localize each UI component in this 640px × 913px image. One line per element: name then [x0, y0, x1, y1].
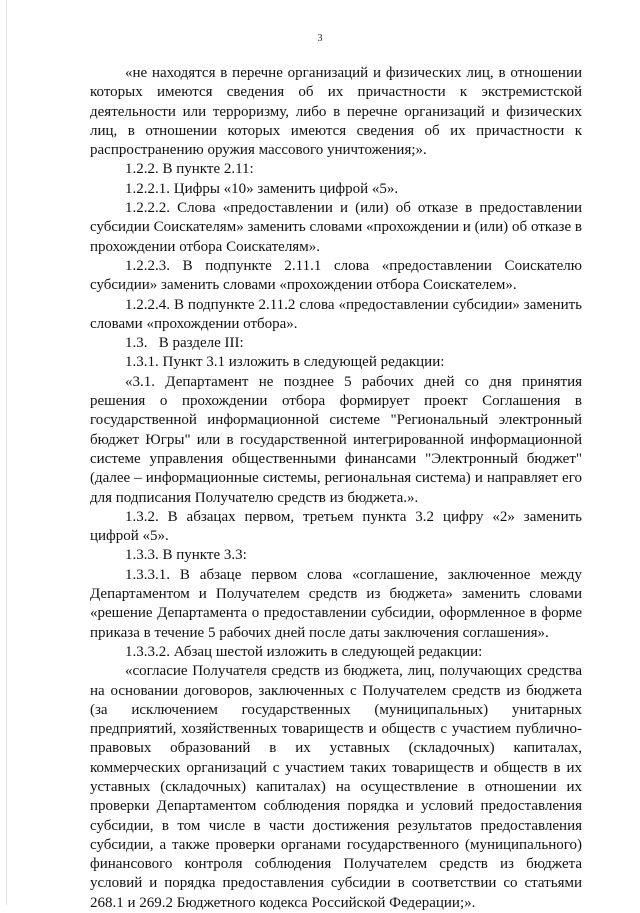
page-number: 3	[317, 33, 323, 44]
scan-edge-line	[6, 0, 7, 905]
paragraph-quote-consent: «согласие Получателя средств из бюджета, лиц, получающих средства на основании договоров, заключенных с Получателем средств из бюджета (за исключением государственных (муниципальных) унитарных предприятий, хозяйственных товариществ и обществ с участием публично-правовых образований в их уставных (складочных) капиталах, коммерческих организаций с участием таких товариществ и обществ в их уставных (складочных) капиталах) на осуществление в отношении их проверки Департаментом соблюдения порядка и условий предоставления субсидии, в том числе в части достижения результатов предоставления субсидии, а также проверки органами государственного (муниципального) финансового контроля соблюдения Получателем средств из бюджета условий и порядка предоставления субсидии в соответствии со статьями 268.1 и 269.2 Бюджетного кодекса Российской Федерации;».	[90, 663, 582, 911]
paragraph-1-2-2-1: 1.2.2.1. Цифры «10» заменить цифрой «5».	[125, 180, 399, 197]
paragraph-1-2-2-3: 1.2.2.3. В подпункте 2.11.1 слова «предоставлении Соискателю субсидии» заменить словами «прохождении отбора Соискателем».	[90, 257, 582, 294]
paragraph-1-2-2: 1.2.2. В пункте 2.11:	[125, 161, 254, 178]
paragraph-quote-3-1: «3.1. Департамент не позднее 5 рабочих дней со дня принятия решения о прохождении отбора формирует проект Соглашения в государственной информационной системе "Региональный электронный бюджет Югры" или в государственной интегрированной информационной системе управления общественными финансами "Электронный бюджет" (далее – информационные системы, региональная система) и направляет его для подписания Получателю средств из бюджета.».	[90, 373, 582, 506]
paragraph-1-3-2: 1.3.2. В абзацах первом, третьем пункта 3.2 цифру «2» заменить цифрой «5».	[90, 508, 582, 545]
paragraph-quote-extremism: «не находятся в перечне организаций и физических лиц, в отношении которых имеются сведения об их причастности к экстремистской деятельности или терроризму, либо в перечне организаций и физических лиц, в отношении которых имеются сведения об их причастности к распространению оружия массового уничтожения;».	[90, 65, 582, 159]
paragraph-1-3-3-2: 1.3.3.2. Абзац шестой изложить в следующей редакции:	[125, 643, 483, 660]
paragraph-1-3-3: 1.3.3. В пункте 3.3:	[125, 547, 247, 564]
document-body	[90, 64, 582, 913]
paragraph-1-3-1: 1.3.1. Пункт 3.1 изложить в следующей редакции:	[125, 354, 445, 371]
paragraph-1-2-2-2: 1.2.2.2. Слова «предоставлении и (или) об отказе в предоставлении субсидии Соискателям» заменить словами «прохождении и (или) об отказе в прохождении отбора Соискателям».	[90, 200, 582, 255]
paragraph-1-3: 1.3. В разделе III:	[125, 335, 244, 352]
paragraph-1-3-3-1: 1.3.3.1. В абзаце первом слова «соглашение, заключенное между Департаментом и Получателем средств из бюджета» заменить словами «решение Департамента о предоставлении субсидии, оформленное в форме приказа в течение 5 рабочих дней после даты заключения соглашения».	[90, 566, 582, 641]
paragraph-1-2-2-4: 1.2.2.4. В подпункте 2.11.2 слова «предоставлении субсидии» заменить словами «прохождении отбора».	[90, 296, 582, 332]
